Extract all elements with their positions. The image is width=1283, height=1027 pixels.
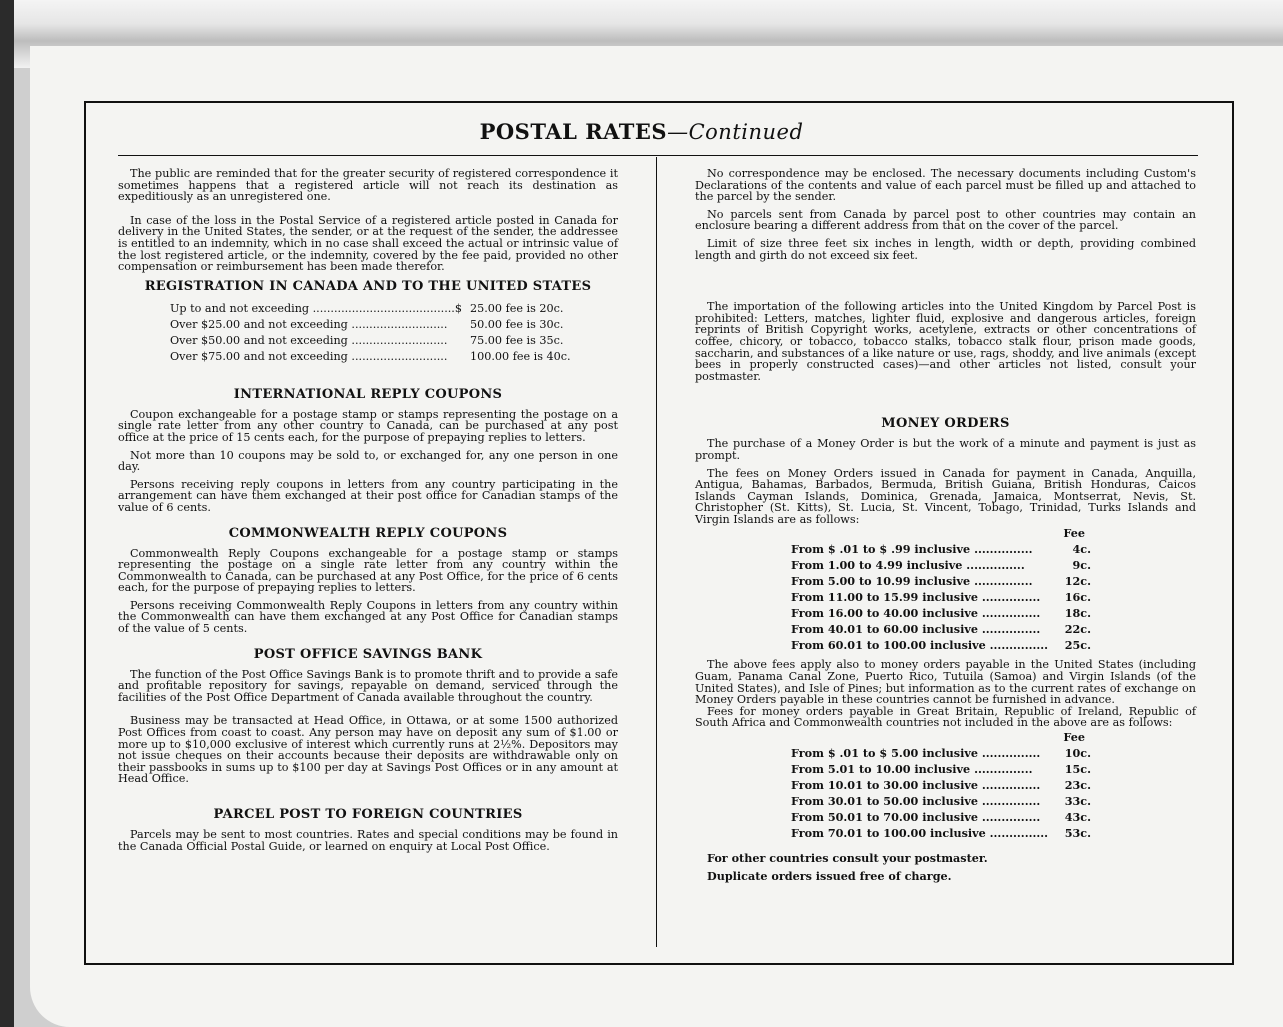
crc-paragraph-2: Persons receiving Commonwealth Reply Coupons in letters from any country within the Commonwealth can have them exchanged at any Post Office for Canadian stamps of the value of 5 cents. bbox=[118, 598, 618, 636]
table-row bbox=[791, 541, 1091, 557]
amount-range: From 16.00 to 40.00 inclusive ............... bbox=[791, 606, 1041, 621]
rate-range: Up to and not exceeding ........................................$ bbox=[170, 301, 462, 315]
irc-paragraph-2: Not more than 10 coupons may be sold to, or exchanged for, any one person in one day. bbox=[118, 448, 618, 474]
fee-value: 43c. bbox=[1064, 810, 1091, 825]
amount-range: From 5.01 to 10.00 inclusive ............... bbox=[791, 762, 1033, 777]
other-countries-note: For other countries consult your postmaster. bbox=[707, 851, 988, 866]
savings-bank-heading: POST OFFICE SAVINGS BANK bbox=[253, 646, 483, 662]
amount-range: From 60.01 to 100.00 inclusive ............... bbox=[791, 638, 1049, 653]
column-divider bbox=[656, 157, 657, 947]
table-row bbox=[791, 605, 1091, 621]
fee-value: 4c. bbox=[1072, 542, 1091, 557]
table-row bbox=[791, 637, 1091, 653]
fee-value: 22c. bbox=[1064, 622, 1091, 637]
crc-heading: COMMONWEALTH REPLY COUPONS bbox=[228, 525, 508, 541]
fee-column-header: Fee bbox=[1063, 730, 1085, 745]
crc-paragraph-1: Commonwealth Reply Coupons exchangeable for a postage stamp or stamps representing the postage on a single rate letter from any country within the Commonwealth to Canada, can be purchased at any Post Office, for the price of 6 cents each, for the purpose of prepaying replies to letters. bbox=[118, 546, 618, 595]
money-orders-paragraph-1: The purchase of a Money Order is but the work of a minute and payment is just as prompt. bbox=[695, 437, 1196, 462]
table-row bbox=[118, 317, 618, 333]
fee-value: 18c. bbox=[1064, 606, 1091, 621]
table-row bbox=[791, 621, 1091, 637]
fee-value: 33c. bbox=[1064, 794, 1091, 809]
parcel-enclosure-paragraph: No parcels sent from Canada by parcel post to other countries may contain an enclosure bearing a different address from that on the cover of the parcel. bbox=[695, 207, 1196, 233]
registered-notice: The public are reminded that for the greater security of registered correspondence it sometimes happens that a registered article will not reach its destination as expeditiously as an unregistered one. bbox=[118, 167, 618, 204]
amount-range: From 1.00 to 4.99 inclusive ............... bbox=[791, 558, 1025, 573]
money-orders-paragraph-4: Fees for money orders payable in Great Britain, Republic of Ireland, Republic of South Africa and Commonwealth countries not included in the above are as follows: bbox=[695, 704, 1196, 730]
table-row bbox=[791, 809, 1091, 825]
amount-range: From 5.00 to 10.99 inclusive ............... bbox=[791, 574, 1033, 589]
money-orders-heading: MONEY ORDERS bbox=[881, 416, 1010, 432]
fee-column-header: Fee bbox=[1063, 526, 1085, 541]
irc-paragraph-3: Persons receiving reply coupons in letters from any country participating in the arrangement can have them exchanged at their post office for Canadian stamps of the value of 6 cents. bbox=[118, 477, 618, 514]
left-column bbox=[118, 168, 618, 852]
rate-range: Over $25.00 and not exceeding ........................... bbox=[170, 317, 448, 331]
amount-range: From 70.01 to 100.00 inclusive ............... bbox=[791, 826, 1049, 841]
amount-range: From 11.00 to 15.99 inclusive ............... bbox=[791, 590, 1041, 605]
table-row bbox=[791, 745, 1091, 761]
table-row bbox=[791, 557, 1091, 573]
registration-table bbox=[118, 301, 618, 365]
table-row bbox=[118, 349, 618, 365]
amount-range: From 50.01 to 70.00 inclusive ............... bbox=[791, 810, 1041, 825]
title-continued: —Continued bbox=[667, 120, 804, 144]
fee-value: 12c. bbox=[1064, 574, 1091, 589]
money-orders-paragraph-2: The fees on Money Orders issued in Canada for payment in Canada, Anquilla, Antigua, Bahamas, Barbados, Bermuda, British Guiana, British Honduras, Caicos Islands Cayman Islands, Dominica, Grenada, Jamaica, Montserrat, Nevis, St. Christopher (St. Kitts), St. Lucia, St. Vincent, Tobago, Trinidad, Turks Islands and Virgin Islands are as follows: bbox=[695, 466, 1196, 526]
savings-bank-paragraph-1: The function of the Post Office Savings Bank is to promote thrift and to provide a safe and profitable repository for savings, repayable on demand, serviced through the facilities of the Post Office Department of Canada available throughout the country. bbox=[118, 667, 618, 704]
table-row bbox=[118, 333, 618, 349]
rate-fee: 50.00 fee is 30c. bbox=[470, 317, 564, 331]
fee-value: 10c. bbox=[1064, 746, 1091, 761]
rate-range: Over $75.00 and not exceeding ........................... bbox=[170, 349, 448, 363]
amount-range: From $ .01 to $ 5.00 inclusive ............... bbox=[791, 746, 1041, 761]
table-row bbox=[791, 573, 1091, 589]
table-row bbox=[791, 793, 1091, 809]
fee-value: 16c. bbox=[1064, 590, 1091, 605]
savings-bank-paragraph-2: Business may be transacted at Head Office, in Ottawa, or at some 1500 authorized Post Offices from coast to coast. Any person may have on deposit any sum of $1.00 or more up to $10,000 exclusive of interest which currently runs at 2½%. Depositors may not issue cheques on their accounts because their deposits are withdrawable only on their passbooks in sums up to $100 per day at Savings Post Offices or in any amount at Head Office. bbox=[118, 714, 618, 786]
parcel-size-paragraph: Limit of size three feet six inches in length, width or depth, providing combined length and girth do not exceed six feet. bbox=[695, 236, 1196, 262]
irc-paragraph-1: Coupon exchangeable for a postage stamp or stamps representing the postage on a single rate letter from any other country to Canada, can be purchased at any post office at the price of 15 cents each, for the purpose of prepaying replies to letters. bbox=[118, 407, 618, 444]
duplicate-orders-note: Duplicate orders issued free of charge. bbox=[707, 868, 952, 883]
indemnity-paragraph: In case of the loss in the Postal Service of a registered article posted in Canada for delivery in the United States, the sender, or at the request of the sender, the addressee is entitled to an indemnity, which in no case shall exceed the actual or intrinsic value of the lost registered article, or the indemnity, covered by the fee paid, provided no other compensation or reimbursement has been made therefor. bbox=[118, 213, 618, 274]
money-order-fee-table-1 bbox=[791, 525, 1091, 653]
book-binding bbox=[0, 0, 14, 1027]
registration-heading: REGISTRATION IN CANADA AND TO THE UNITED STATES bbox=[144, 278, 592, 294]
table-row bbox=[791, 761, 1091, 777]
page-title bbox=[0, 119, 1283, 144]
amount-range: From 30.01 to 50.00 inclusive ............... bbox=[791, 794, 1041, 809]
rate-fee: 100.00 fee is 40c. bbox=[470, 349, 571, 363]
fee-value: 53c. bbox=[1064, 826, 1091, 841]
money-order-fee-table-2 bbox=[791, 729, 1091, 841]
fee-value: 9c. bbox=[1072, 558, 1091, 573]
amount-range: From $ .01 to $ .99 inclusive ............... bbox=[791, 542, 1033, 557]
fee-value: 15c. bbox=[1064, 762, 1091, 777]
parcel-docs-paragraph: No correspondence may be enclosed. The necessary documents including Custom's Declarations of the contents and value of each parcel must be filled up and attached to the parcel by the sender. bbox=[695, 167, 1196, 204]
rate-range: Over $50.00 and not exceeding ........................... bbox=[170, 333, 448, 347]
table-row bbox=[791, 777, 1091, 793]
parcel-post-heading: PARCEL POST TO FOREIGN COUNTRIES bbox=[213, 807, 523, 822]
uk-prohibited-paragraph: The importation of the following articles into the United Kingdom by Parcel Post is prohibited: Letters, matches, lighter fluid, explosive and dangerous articles, foreign reprints of British Copyright works, acetylene, extracts or other concentrations of coffee, chicory, or tobacco, tobacco stalks, tobacco stalk flour, prison made goods, saccharin, and substances of a like nature or use, rags, shoddy, and live animals (except bees in properly constructed cases)—and other articles not listed, consult your postmaster. bbox=[695, 300, 1196, 383]
rate-fee: 75.00 fee is 35c. bbox=[470, 333, 564, 347]
irc-heading: INTERNATIONAL REPLY COUPONS bbox=[233, 386, 503, 402]
parcel-post-paragraph: Parcels may be sent to most countries. Rates and special conditions may be found in the Canada Official Postal Guide, or learned on enquiry at Local Post Office. bbox=[118, 828, 618, 853]
title-rule bbox=[118, 155, 1198, 156]
table-row bbox=[118, 301, 618, 317]
amount-range: From 10.01 to 30.00 inclusive ............... bbox=[791, 778, 1041, 793]
fee-value: 25c. bbox=[1064, 638, 1091, 653]
table-row bbox=[791, 825, 1091, 841]
table-row bbox=[791, 589, 1091, 605]
right-column bbox=[695, 168, 1196, 882]
money-orders-paragraph-3: The above fees apply also to money orders payable in the United States (including Guam, Panama Canal Zone, Puerto Rico, Tutuila (Samoa) and Virgin Islands (of the United States), and Isle of Pines; but information as to the current rates of exchange on Money Orders payable in these countries cannot be furnished in advance. bbox=[695, 658, 1196, 707]
rate-fee: 25.00 fee is 20c. bbox=[470, 301, 564, 315]
fee-value: 23c. bbox=[1064, 778, 1091, 793]
title-main: POSTAL RATES bbox=[479, 119, 668, 144]
amount-range: From 40.01 to 60.00 inclusive ............... bbox=[791, 622, 1041, 637]
